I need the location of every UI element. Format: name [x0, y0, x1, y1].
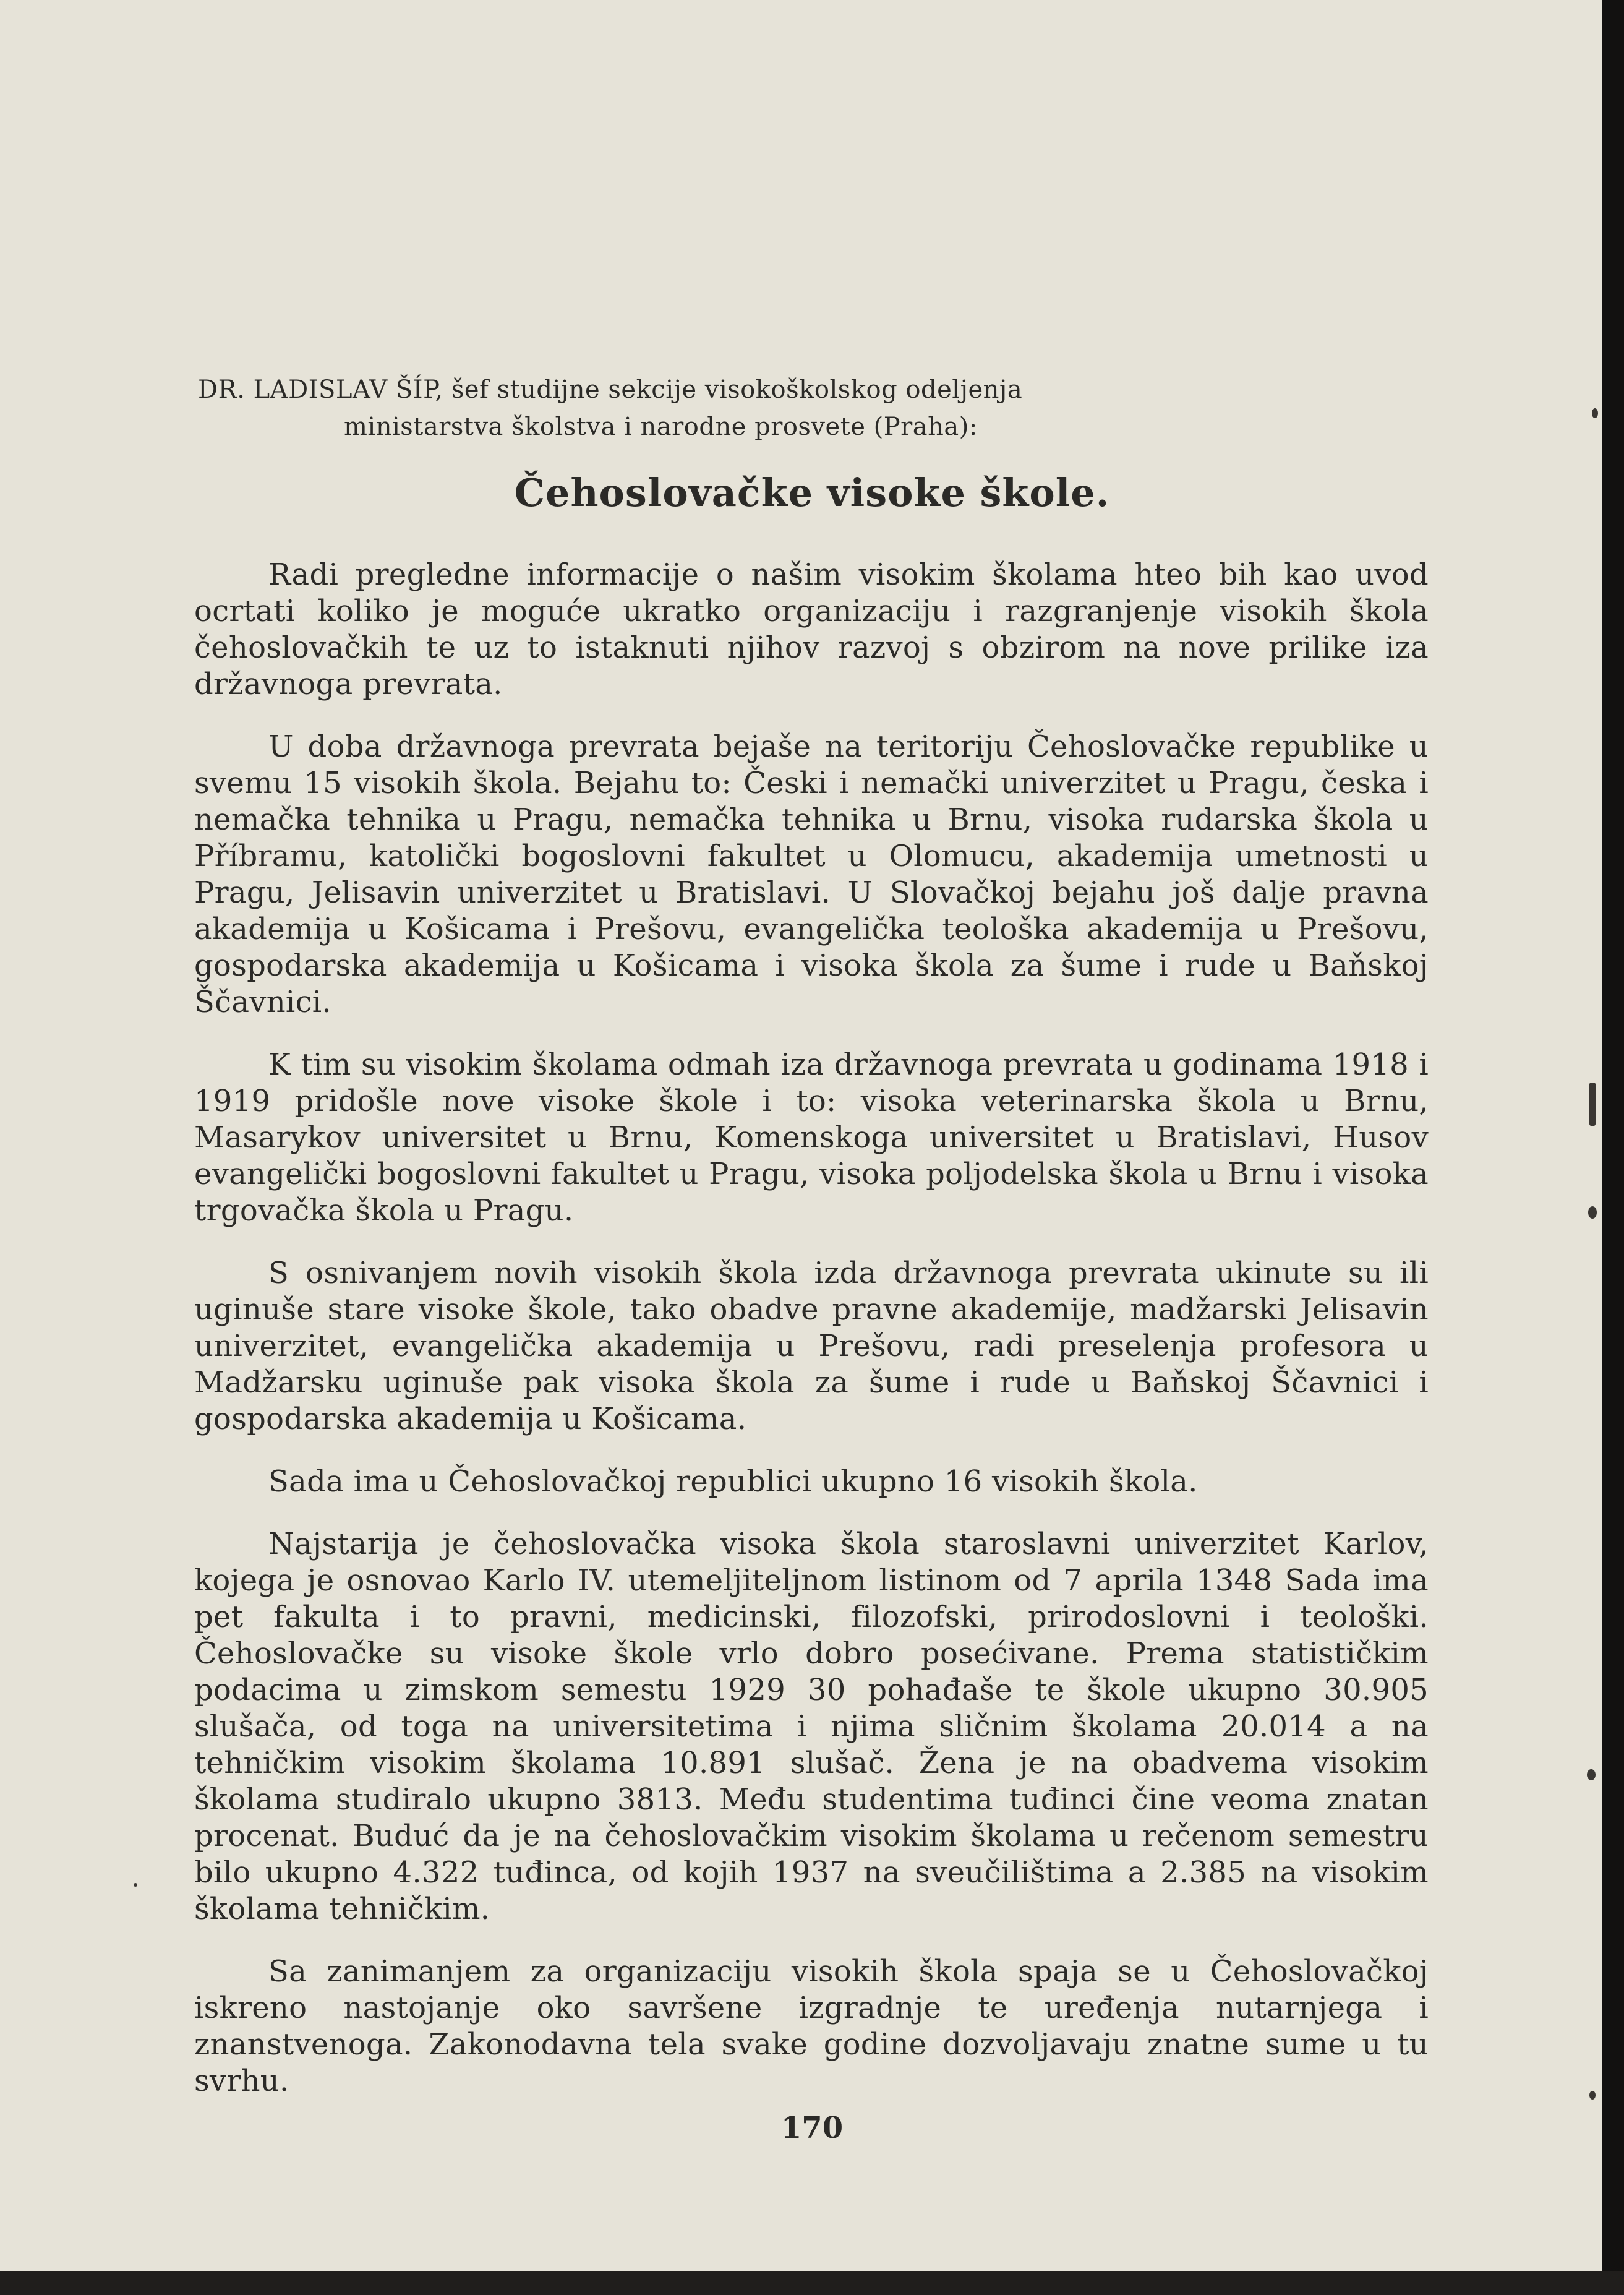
ink-speck: [134, 1883, 137, 1887]
page-number: 170: [780, 2111, 844, 2145]
author-line-1: DR. LADISLAV ŠÍP, šef studijne sekcije visokoškolskog odeljenja: [198, 375, 1023, 404]
ink-speck: [1589, 1083, 1596, 1126]
ink-speck: [1589, 2091, 1596, 2100]
paragraph: Najstarija je čehoslovačka visoka škola staroslavni univerzitet Karlov, kojega je osnovao Karlo IV. utemeljiteljnom listinom od 7 aprila 1348 Sada ima pet fakulta i to pravni, medicinski, filozofski, prirodoslovni i teološki. Čehoslovačke su visoke škole vrlo dobro posećivane. Prema statističkim podacima u zimskom semestu 1929 30 pohađaše te škole ukupno 30.905 slušača, od toga na universitetima i njima sličnim školama 20.014 a na tehničkim visokim školama 10.891 slušač. Žena je na obadvema visokim školama studiralo ukupno 3813. Među studentima tuđinci čine veoma znatan procenat. Buduć da je na čehoslovačkim visokim školama u rečenom semestru bilo ukupno 4.322 tuđinca, od kojih 1937 na sveučilištima a 2.385 na visokim školama tehničkim.: [194, 1527, 1429, 1926]
author-byline: [198, 371, 1187, 445]
ink-speck: [1592, 408, 1598, 418]
scan-edge-right: [1602, 0, 1624, 2295]
paragraph: U doba državnoga prevrata bejaše na teritoriju Čehoslovačke republike u svemu 15 visokih škola. Bejahu to: Česki i nemački univerzitet u Pragu, česka i nemačka tehnika u Pragu, nemačka tehnika u Brnu, visoka rudarska škola u Příbramu, katolički bogoslovni fakultet u Olomucu, akademija umetnosti u Pragu, Jelisavin univerzitet u Bratislavi. U Slovačkoj bejahu još dalje pravna akademija u Košicama i Prešovu, evangelička teološka akademija u Prešovu, gospodarska akademija u Košicama i visoka škola za šume i rude u Baňskoj Ščavnici.: [194, 729, 1429, 1019]
paragraph: S osnivanjem novih visokih škola izda državnoga prevrata ukinute su ili uginuše stare visoke škole, tako obadve pravne akademije, madžarski Jelisavin univerzitet, evangelička akademija u Prešovu, radi preselenja profesora u Madžarsku uginuše pak visoka škola za šume i rude u Baňskoj Ščavnici i gospodarska akademija u Košicama.: [194, 1256, 1429, 1436]
paragraph: Sa zanimanjem za organizaciju visokih škola spaja se u Čehoslovačkoj iskreno nastojanje oko savršene izgradnje te uređenja nutarnjega i znanstvenoga. Zakonodavna tela svake godine dozvoljavaju znatne sume u tu svrhu.: [194, 1954, 1429, 2098]
author-line-2: ministarstva školstva i narodne prosvete (Praha):: [344, 413, 978, 441]
ink-speck: [1588, 1206, 1597, 1219]
article-body: [194, 557, 1429, 2126]
paragraph: K tim su visokim školama odmah iza državnoga prevrata u godinama 1918 i 1919 pridošle nove visoke škole i to: visoka veterinarska škola u Brnu, Masarykov universitet u Brnu, Komenskoga universitet u Bratislavi, Husov evangelički bogoslovni fakultet u Pragu, visoka poljodelska škola u Brnu i visoka trgovačka škola u Pragu.: [194, 1047, 1429, 1228]
paragraph: Radi pregledne informacije o našim visokim školama hteo bih kao uvod ocrtati koliko je moguće ukratko organizaciju i razgranjenje visokih škola čehoslovačkih te uz to istaknuti njihov razvoj s obzirom na nove prilike iza državnoga prevrata.: [194, 557, 1429, 701]
ink-speck: [1587, 1769, 1596, 1780]
article-title: Čehoslovačke visoke škole.: [514, 470, 1110, 515]
paragraph: Sada ima u Čehoslovačkoj republici ukupno 16 visokih škola.: [268, 1464, 1198, 1499]
scan-edge-bottom: [0, 2271, 1624, 2295]
